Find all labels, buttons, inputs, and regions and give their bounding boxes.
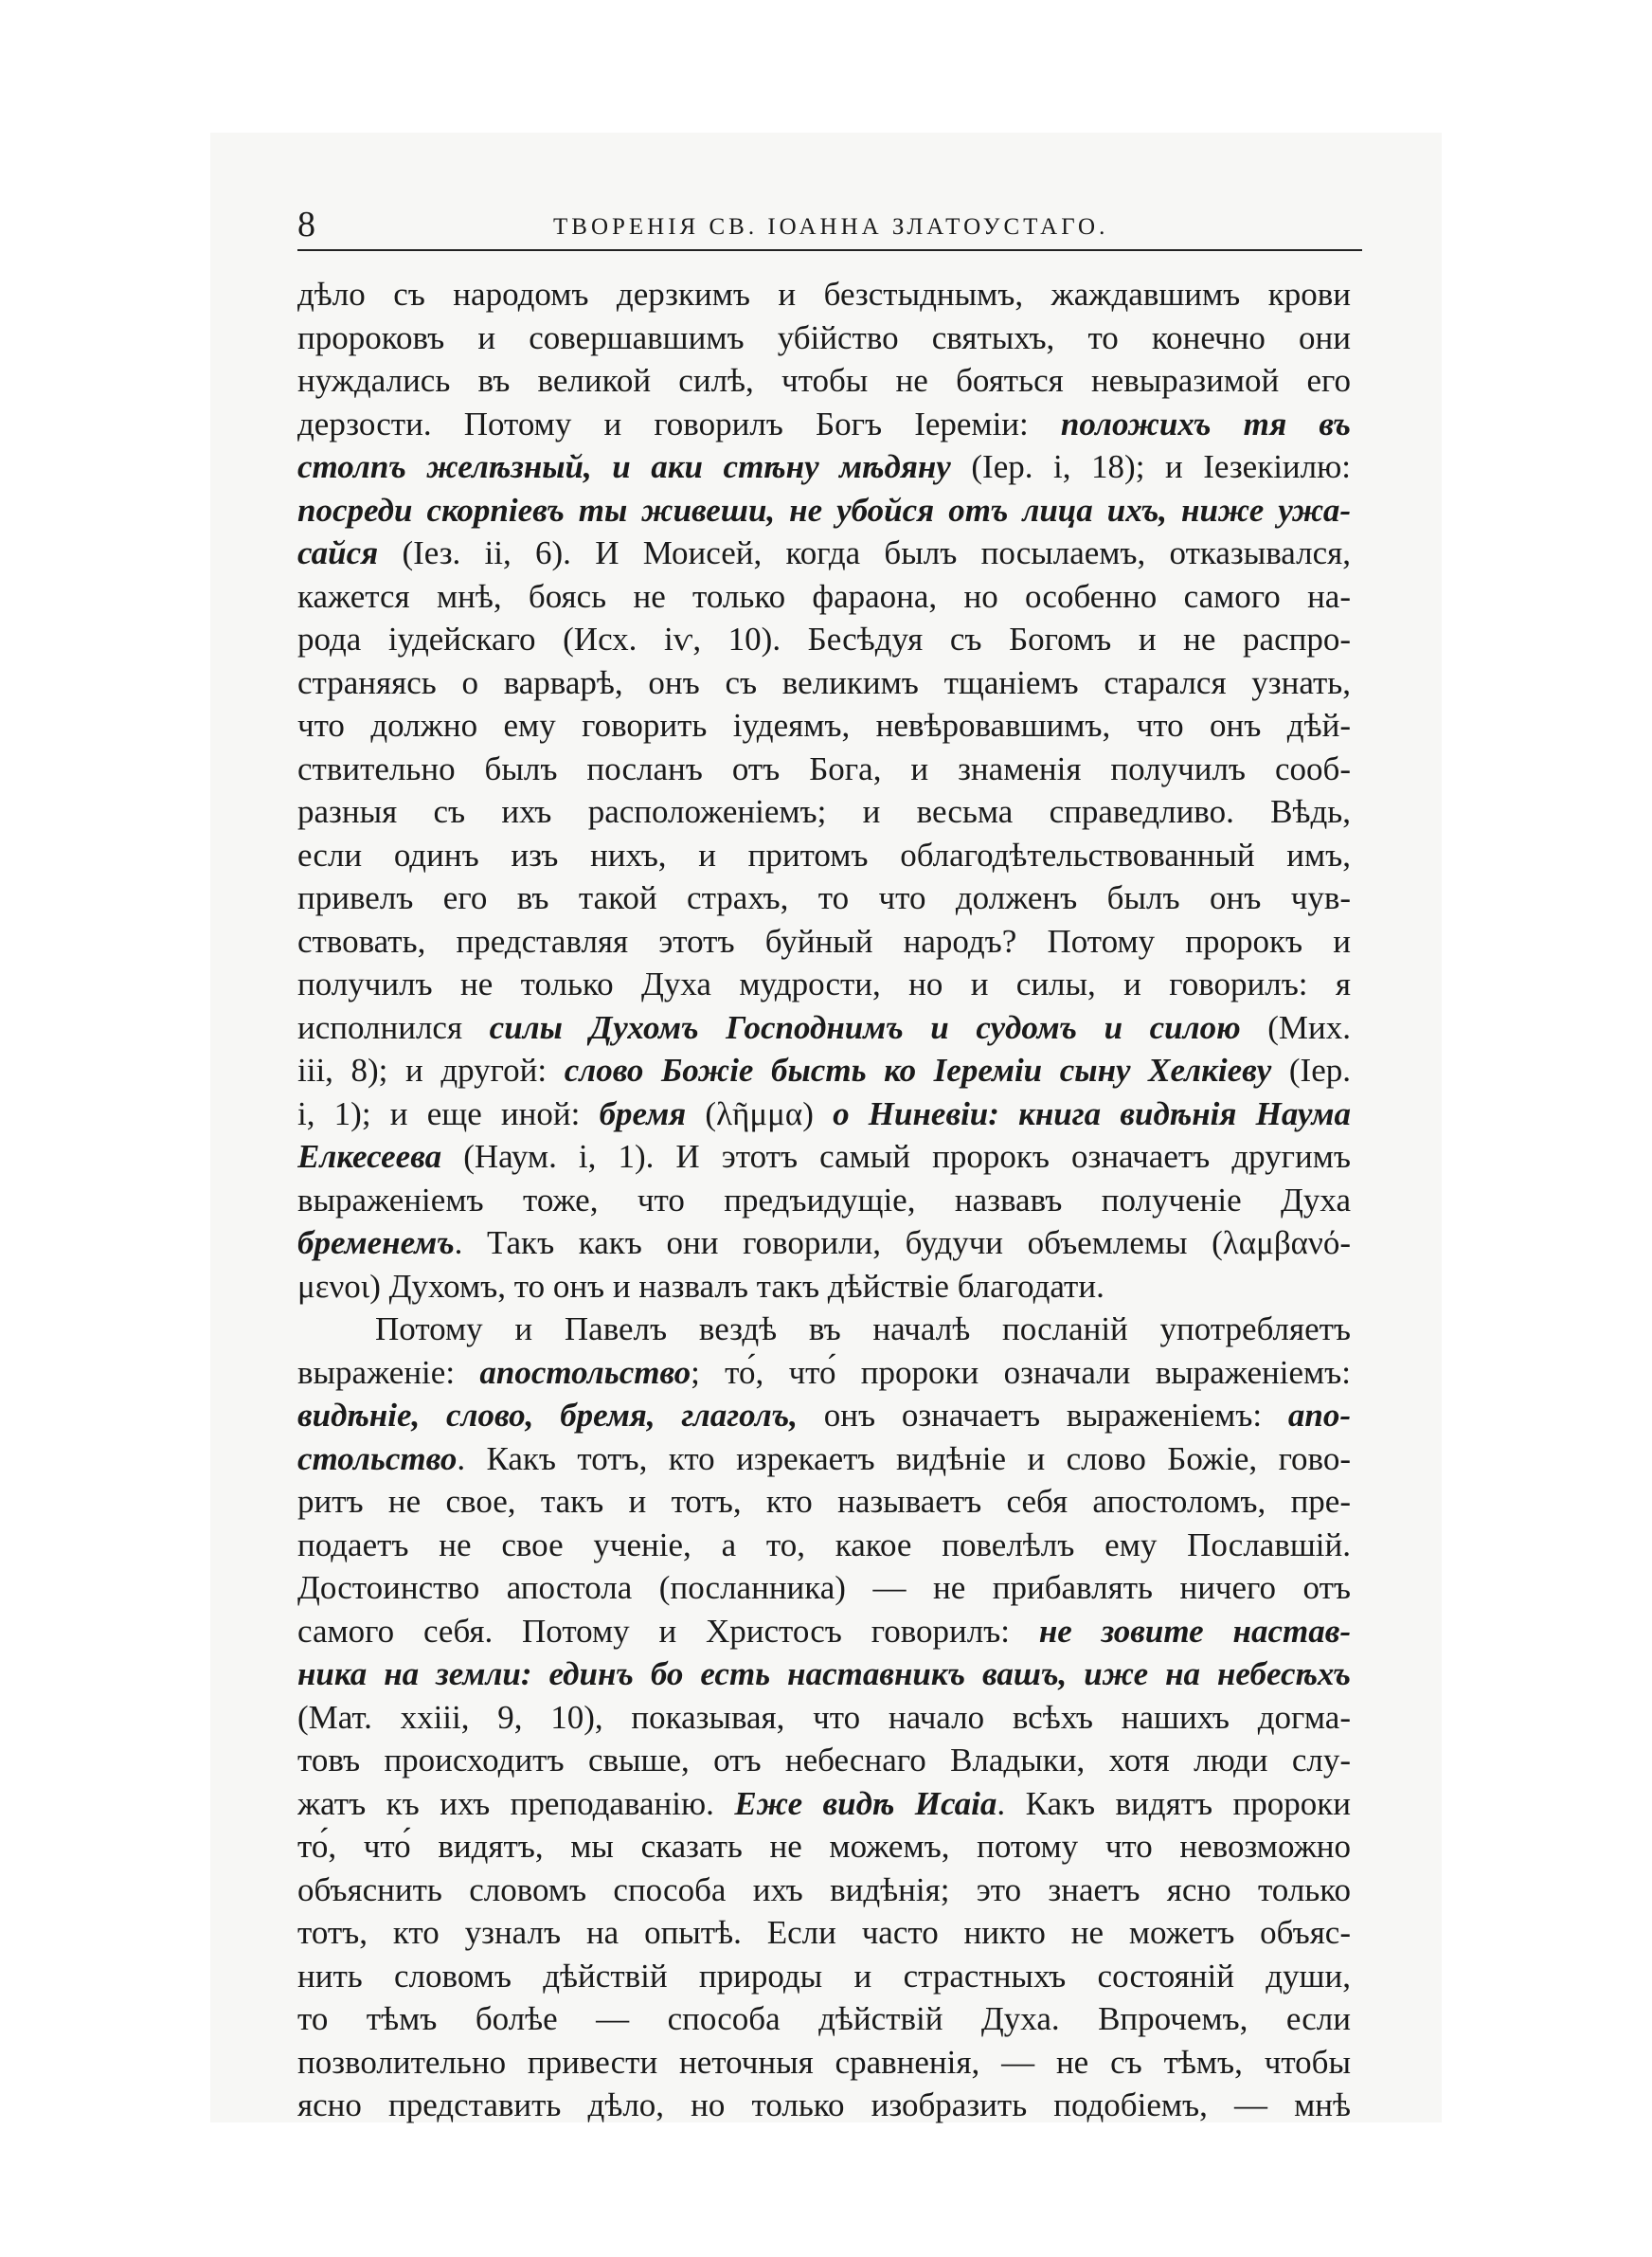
text-line — [297, 834, 1351, 877]
text-line — [297, 1135, 1351, 1179]
text-line — [297, 2041, 1351, 2085]
text-segment: дѣло съ народомъ дерзкимъ и безстыднымъ, жаждавшимъ крови — [297, 276, 1351, 313]
text-segment: исполнился — [297, 1008, 490, 1046]
text-segment: что должно ему говорить іудеямъ, невѣровавшимъ, что онъ дѣй- — [297, 707, 1351, 744]
italic-segment: слово Божіе бысть ко Іереміи сыну Хелкіеву — [564, 1052, 1272, 1089]
text-segment: привелъ его въ такой страхъ, то что долженъ былъ онъ чув- — [297, 879, 1351, 916]
header-rule — [297, 249, 1362, 251]
text-segment: ііі, 8); и другой: — [297, 1052, 565, 1089]
text-line — [297, 445, 1351, 489]
text-segment: объяснить словомъ способа ихъ видѣнія; это знаетъ ясно только — [297, 1870, 1351, 1908]
text-line — [297, 273, 1351, 316]
text-segment: ; то́, что́ пророки означали выраженіемъ: — [691, 1353, 1351, 1391]
italic-segment: силы Духомъ Господнимъ и судомъ и силою — [489, 1008, 1241, 1046]
text-line — [297, 1739, 1351, 1782]
text-line — [297, 748, 1351, 791]
text-line — [297, 1782, 1351, 1826]
text-segment: і, 1); и еще иной: — [297, 1094, 600, 1132]
text-segment: (Іез. іі, 6). И Моисей, когда былъ посылаемъ, отказывался, — [378, 534, 1351, 571]
text-segment: Достоинство апостола (посланника) — не прибавлять ничего отъ — [297, 1569, 1351, 1606]
text-segment: подаетъ не свое ученіе, а то, какое повелѣлъ ему Пославшій. — [297, 1526, 1351, 1563]
text-segment: . Такъ какъ они говорили, будучи объемлемы (λαμβανό- — [454, 1224, 1351, 1261]
text-segment: (λῆμμα) — [686, 1094, 834, 1132]
text-line — [297, 1610, 1351, 1653]
text-segment: ствительно былъ посланъ отъ Бога, и знаменія получилъ сооб- — [297, 749, 1351, 787]
text-segment: . Какъ видятъ пророки — [997, 1784, 1351, 1822]
text-line — [297, 1566, 1351, 1610]
text-segment: ствовать, представляя этотъ буйный народъ? Потому пророкъ и — [297, 922, 1351, 960]
italic-segment: ника на земли: единъ бо есть наставникъ вашъ, иже на небесѣхъ — [297, 1655, 1351, 1692]
text-line — [297, 1652, 1351, 1696]
text-segment: μενοι) Духомъ, то онъ и назвалъ такъ дѣйствіе благодати. — [297, 1267, 1104, 1305]
text-line — [297, 1911, 1351, 1955]
text-line — [297, 1179, 1351, 1222]
text-segment: онъ означаетъ выраженіемъ: — [797, 1397, 1288, 1434]
text-line — [297, 1437, 1351, 1481]
italic-segment: посреди скорпіевъ ты живеши, не убойся отъ лица ихъ, ниже ужа- — [297, 491, 1351, 529]
text-segment: пророковъ и совершавшимъ убійство святыхъ, то конечно они — [297, 318, 1351, 356]
text-segment: разныя съ ихъ расположеніемъ; и весьма справедливо. Вѣдь, — [297, 793, 1351, 830]
text-line — [297, 1351, 1351, 1395]
italic-segment: Елкесеева — [297, 1138, 442, 1175]
running-header — [297, 203, 1362, 246]
text-line — [297, 359, 1351, 403]
text-line — [297, 489, 1351, 533]
text-segment: . Какъ тотъ, кто изрекаетъ видѣніе и слово Божіе, гово- — [457, 1439, 1351, 1477]
text-segment: Потому и Павелъ вездѣ въ началѣ посланій употребляетъ — [375, 1310, 1351, 1347]
italic-segment: не зовите настав- — [1038, 1612, 1351, 1650]
text-segment: рода іудейскаго (Исх. іѵ, 10). Бесѣдуя съ Богомъ и не распро- — [297, 621, 1351, 658]
text-line — [297, 790, 1351, 834]
text-line — [297, 1480, 1351, 1524]
text-segment: дерзости. Потому и говорилъ Богъ Іереміи: — [297, 405, 1061, 442]
text-line — [297, 618, 1351, 661]
text-line — [297, 1394, 1351, 1437]
text-segment: тотъ, кто узналъ на опытѣ. Если часто никто не можетъ объяс- — [297, 1914, 1351, 1951]
text-segment: (Іер. і, 18); и Іезекіилю: — [950, 448, 1351, 485]
text-line — [297, 1265, 1351, 1309]
text-line — [297, 704, 1351, 748]
text-segment: (Наум. і, 1). И этотъ самый пророкъ означаетъ другимъ — [441, 1138, 1351, 1175]
text-line — [297, 1049, 1351, 1092]
text-line — [297, 575, 1351, 619]
italic-segment: апо- — [1287, 1397, 1351, 1434]
text-line — [297, 1092, 1351, 1136]
text-segment: нуждались въ великой силѣ, чтобы не бояться невыразимой его — [297, 362, 1351, 399]
text-line — [297, 1997, 1351, 2041]
italic-segment: столпъ желѣзный, и аки стѣну мѣдяну — [297, 448, 951, 485]
italic-segment: бременемъ — [297, 1224, 455, 1261]
text-segment: получилъ не только Духа мудрости, но и силы, и говорилъ: я — [297, 966, 1351, 1002]
text-segment: кажется мнѣ, боясь не только фараона, но особенно самого на- — [297, 577, 1351, 615]
text-line — [297, 1696, 1351, 1740]
text-line — [297, 1869, 1351, 1912]
body-text — [297, 273, 1351, 2127]
italic-segment: апостольство — [479, 1353, 691, 1391]
text-segment: если одинъ изъ нихъ, и притомъ облагодѣтельствованный имъ, — [297, 836, 1351, 874]
text-line — [297, 1221, 1351, 1265]
text-line — [297, 1006, 1351, 1050]
text-line — [297, 532, 1351, 575]
text-segment: страняясь о варварѣ, онъ съ великимъ тщаніемъ старался узнать, — [297, 663, 1351, 701]
text-line — [297, 2084, 1351, 2127]
text-line — [297, 1524, 1351, 1567]
text-segment: выраженіемъ тоже, что предъидущіе, назвавъ полученіе Духа — [297, 1181, 1351, 1219]
italic-segment: видѣніе, слово, бремя, глаголъ, — [297, 1397, 798, 1434]
text-segment: позволительно привести неточныя сравненія, — не съ тѣмъ, чтобы — [297, 2043, 1351, 2081]
italic-segment: сайся — [297, 534, 379, 571]
text-line — [297, 920, 1351, 964]
text-segment: (Мих. — [1240, 1008, 1351, 1046]
text-line — [297, 1825, 1351, 1869]
page-number: 8 — [297, 205, 315, 244]
text-line — [297, 1955, 1351, 1998]
italic-segment: стольство — [297, 1439, 458, 1477]
text-segment: ритъ не свое, такъ и тотъ, кто называетъ себя апостоломъ, пре- — [297, 1483, 1351, 1520]
italic-segment: о Ниневіи: книга видѣнія Наума — [833, 1094, 1351, 1132]
text-segment: (Мат. ххііі, 9, 10), показывая, что начало всѣхъ нашихъ догма- — [297, 1698, 1351, 1736]
text-line — [297, 876, 1351, 920]
text-segment: товъ происходитъ свыше, отъ небеснаго Владыки, хотя люди слу- — [297, 1742, 1351, 1779]
italic-segment: бремя — [599, 1094, 687, 1132]
italic-segment: положихъ тя въ — [1060, 405, 1351, 442]
text-segment: то тѣмъ болѣе — способа дѣйствій Духа. Впрочемъ, если — [297, 2000, 1351, 2037]
text-segment: самого себя. Потому и Христосъ говорилъ: — [297, 1612, 1039, 1650]
text-segment: жатъ къ ихъ преподаванію. — [297, 1784, 735, 1822]
text-line — [297, 963, 1351, 1006]
text-segment: то́, что́ видятъ, мы сказать не можемъ, потому что невозможно — [297, 1828, 1351, 1865]
text-segment: нить словомъ дѣйствій природы и страстныхъ состояній души, — [297, 1957, 1351, 1995]
italic-segment: Еже видѣ Исаіа — [734, 1784, 997, 1822]
text-line — [297, 403, 1351, 446]
text-segment: ясно представить дѣло, но только изобразить подобіемъ, — мнѣ — [297, 2086, 1351, 2123]
text-line — [297, 1308, 1351, 1351]
text-segment: выраженіе: — [297, 1353, 480, 1391]
text-segment: (Іер. — [1271, 1052, 1351, 1089]
running-title: ТВОРЕНІЯ СВ. ІОАННА ЗЛАТОУСТАГО. — [553, 214, 1109, 240]
text-line — [297, 316, 1351, 360]
text-line — [297, 661, 1351, 705]
